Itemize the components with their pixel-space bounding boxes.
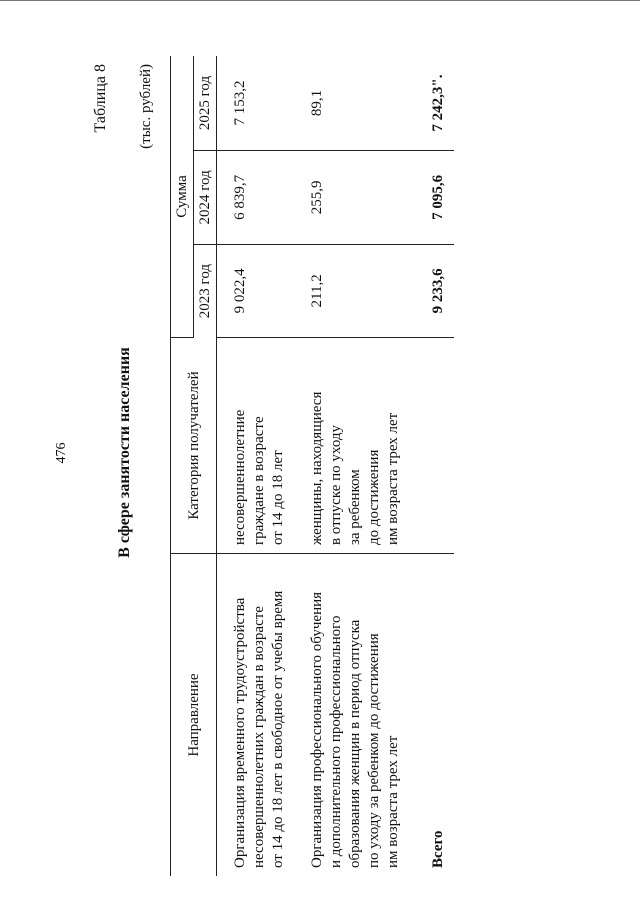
page-number: 476 — [54, 442, 69, 464]
header-year-2023: 2023 год — [194, 244, 217, 337]
total-value-2023: 9 233,6 — [409, 244, 454, 337]
header-year-2024: 2024 год — [194, 151, 217, 245]
row-category: женщины, находящиеся в отпуске по уходу за ребенком до достижения им возраста трех лет — [294, 337, 409, 553]
total-value-2025: 7 242,3". — [409, 56, 454, 151]
table-row — [294, 56, 409, 876]
page-heading: В сфере занятости населения — [116, 347, 133, 558]
table-label: Таблица 8 — [92, 64, 109, 133]
header-sum: Сумма — [171, 56, 194, 337]
row-direction: Организация профессионального обучения и дополнительного профессионального образования женщин в период отпуска по уходу за ребенком до достижения им возраста трех лет — [309, 591, 401, 868]
header-category: Категория получателей — [171, 337, 217, 553]
total-category-empty — [409, 337, 454, 553]
row-value-2024: 255,9 — [294, 151, 409, 245]
header-year-2025: 2025 год — [194, 56, 217, 151]
unit-label: (тыс. рублей) — [138, 64, 154, 149]
header-direction: Направление — [171, 554, 217, 876]
row-value-2025: 7 153,2 — [217, 56, 295, 151]
row-value-2025: 89,1 — [294, 56, 409, 151]
row-value-2024: 6 839,7 — [217, 151, 295, 245]
total-value-2024: 7 095,6 — [409, 151, 454, 245]
row-value-2023: 211,2 — [294, 244, 409, 337]
total-row — [409, 56, 454, 876]
funding-table — [170, 56, 454, 876]
row-category: несовершеннолетние граждане в возрасте от 14 до 18 лет — [217, 337, 295, 553]
row-value-2023: 9 022,4 — [217, 244, 295, 337]
row-direction: Организация временного трудоустройства несовершеннолетних граждан в возрасте от 14 до 18 лет в свободное от учебы время — [232, 590, 286, 868]
table-row — [217, 56, 295, 876]
total-label: Всего — [430, 830, 446, 868]
